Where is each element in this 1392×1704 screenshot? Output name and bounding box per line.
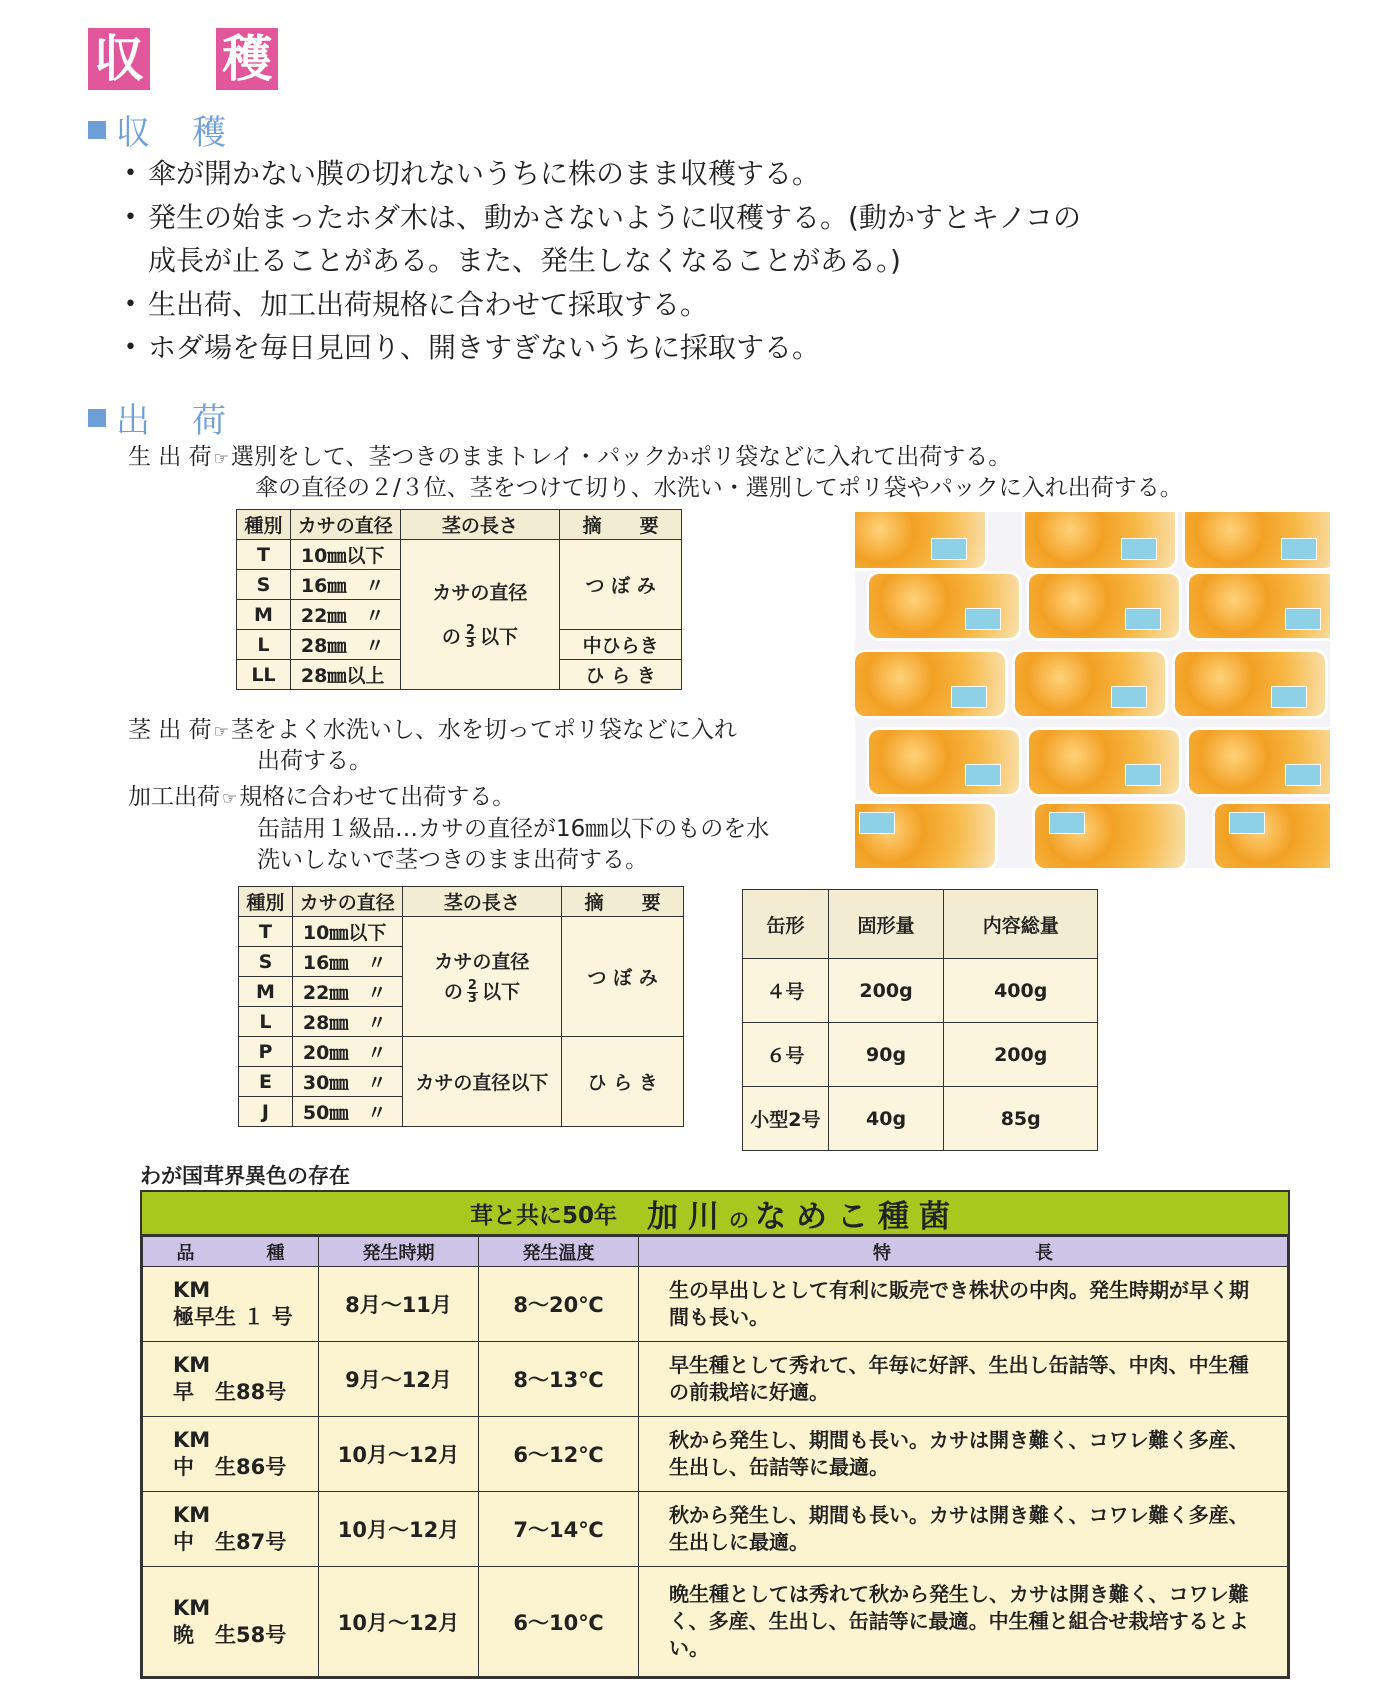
tray-label bbox=[1111, 686, 1147, 708]
table-row: T 10㎜以下 カサの直径 の $\frac{2}{3}$ 以下 つ ぼ み bbox=[239, 917, 684, 947]
table-row: J 50㎜ 〃 bbox=[239, 1097, 684, 1127]
mushroom-tray bbox=[1175, 652, 1325, 716]
table-row: M 22㎜ 〃 bbox=[239, 977, 684, 1007]
pointing-hand-icon: ☞ bbox=[213, 722, 229, 742]
table-row: E 30㎜ 〃 bbox=[239, 1067, 684, 1097]
tray-label bbox=[965, 764, 1001, 786]
tray-label bbox=[931, 538, 967, 560]
mushroom-tray bbox=[1215, 804, 1330, 868]
fraction: $\frac{2}{3}$ bbox=[467, 977, 477, 1006]
table-row: KM 晩 生58号 10月～12月 6～10℃ 晩生種としては秀れて秋から発生し、カサは開き難く、コワレ難く、多産、生出し、缶詰等に最適。中生種と組合せ栽培するとよい。 bbox=[143, 1567, 1288, 1677]
square-bullet-icon bbox=[88, 409, 106, 427]
table-row: M 22㎜ 〃 bbox=[237, 600, 682, 630]
table-header-row: 缶形 固形量 内容総量 bbox=[743, 890, 1098, 959]
table-row: S 16㎜ 〃 bbox=[237, 570, 682, 600]
can-size-table bbox=[742, 889, 1098, 1151]
table-row: P 20㎜ 〃 カサの直径以下 ひ ら き bbox=[239, 1037, 684, 1067]
processed-shipping-line-2: 缶詰用１級品…カサの直径が16㎜以下のものを水 bbox=[257, 816, 770, 842]
mushroom-tray bbox=[855, 804, 995, 868]
tray-label bbox=[1281, 538, 1317, 560]
mushroom-tray bbox=[869, 574, 1019, 638]
tray-label bbox=[1271, 686, 1307, 708]
table-header-row: 種別 カサの直径 茎の長さ 摘 要 bbox=[239, 887, 684, 917]
harvest-heading: 収 穫 bbox=[88, 105, 268, 154]
tray-label bbox=[1285, 608, 1321, 630]
tray-label bbox=[1285, 764, 1321, 786]
mushroom-tray bbox=[1185, 512, 1330, 568]
tray-label bbox=[1229, 812, 1265, 834]
table-row: LL 28㎜以上 ひ ら き bbox=[237, 660, 682, 690]
tray-label bbox=[1125, 608, 1161, 630]
fraction: $\frac{2}{3}$ bbox=[465, 622, 475, 651]
mushroom-tray bbox=[1015, 652, 1165, 716]
mushroom-tray bbox=[1029, 730, 1179, 794]
mushroom-tray bbox=[855, 512, 985, 568]
stem-shipping-line-2: 出荷する。 bbox=[257, 748, 372, 774]
mushroom-tray bbox=[1035, 804, 1185, 868]
shipping-heading: 出 荷 bbox=[88, 393, 268, 442]
mushroom-tray bbox=[1189, 574, 1330, 638]
tray-label bbox=[1049, 812, 1085, 834]
title-char-1: 収 bbox=[88, 28, 150, 90]
note-cell: ひ ら き bbox=[560, 660, 682, 690]
tray-label bbox=[1121, 538, 1157, 560]
bullet-item: • 発生の始まったホダ木は、動かさないように収穫する。(動かすとキノコの bbox=[124, 196, 1081, 240]
table-row: KM 中 生86号 10月～12月 6～12℃ 秋から発生し、期間も長い。カサは開き難く、コワレ難く多産、生出し、缶詰等に最適。 bbox=[143, 1417, 1288, 1492]
mushroom-tray bbox=[1029, 574, 1179, 638]
tray-label bbox=[1125, 764, 1161, 786]
header-type: 種別 bbox=[237, 510, 291, 540]
note-cell: つ ぼ み bbox=[560, 540, 682, 630]
table-row: ４号 200g 400g bbox=[743, 959, 1098, 1023]
mushroom-tray bbox=[1025, 512, 1175, 568]
fresh-shipping-line: 生 出 荷 ☞選別をして、茎つきのままトレイ・パックかポリ袋などに入れて出荷する。 bbox=[128, 444, 1012, 470]
bullet-continuation: 成長が止ることがある。また、発生しなくなることがある。) bbox=[148, 244, 901, 277]
variety-caption: わが国茸界異色の存在 bbox=[140, 1164, 350, 1188]
bullet-item: • 生出荷、加工出荷規格に合わせて採取する。 bbox=[124, 283, 1081, 327]
header-stem: 茎の長さ bbox=[400, 510, 560, 540]
variety-grid bbox=[142, 1236, 1288, 1677]
harvest-bullets bbox=[124, 152, 1081, 370]
table-row: S 16㎜ 〃 bbox=[239, 947, 684, 977]
table-header-row: 品 種 発生時期 発生温度 特 長 bbox=[143, 1237, 1288, 1267]
pointing-hand-icon: ☞ bbox=[222, 789, 238, 809]
table-row: KM 中 生87号 10月～12月 7～14℃ 秋から発生し、期間も長い。カサは開き難く、コワレ難く多産、生出しに最適。 bbox=[143, 1492, 1288, 1567]
tray-label bbox=[951, 686, 987, 708]
variety-table bbox=[140, 1190, 1290, 1679]
mushroom-tray bbox=[1189, 730, 1330, 794]
table-row: KM 早 生88号 9月～12月 8～13℃ 早生種として秀れて、年毎に好評、生出し缶詰等、中肉、中生種の前栽培に好適。 bbox=[143, 1342, 1288, 1417]
stem-shipping-line: 茎 出 荷 ☞茎をよく水洗いし、水を切ってポリ袋などに入れ bbox=[128, 717, 737, 743]
square-bullet-icon bbox=[88, 121, 106, 139]
processed-spec-table bbox=[238, 886, 684, 1127]
tray-label bbox=[965, 608, 1001, 630]
mushroom-tray bbox=[869, 730, 1019, 794]
processed-shipping-line-3: 洗いしないで茎つきのまま出荷する。 bbox=[257, 847, 648, 873]
fresh-shipping-line-2: 傘の直径の２/３位、茎をつけて切り、水洗い・選別してポリ袋やパックに入れ出荷する。 bbox=[255, 475, 1183, 501]
note-cell: つ ぼ み bbox=[562, 917, 684, 1037]
bullet-item: • 傘が開かない膜の切れないうちに株のまま収穫する。 bbox=[124, 152, 1081, 196]
header-note: 摘 要 bbox=[560, 510, 682, 540]
stem-length-cell: カサの直径以下 bbox=[402, 1037, 562, 1127]
table-row: ６号 90g 200g bbox=[743, 1023, 1098, 1087]
fresh-spec-table bbox=[236, 509, 682, 690]
table-header-row bbox=[237, 510, 682, 540]
stem-length-cell: カサの直径 の $\frac{2}{3}$ 以下 bbox=[400, 540, 560, 690]
table-row: T 10㎜以下 カサの直径 の $\frac{2}{3}$ 以下 つ ぼ み bbox=[237, 540, 682, 570]
note-cell: ひ ら き bbox=[562, 1037, 684, 1127]
mushroom-tray bbox=[855, 652, 1005, 716]
note-cell: 中ひらき bbox=[560, 630, 682, 660]
tray-label bbox=[859, 812, 895, 834]
stem-length-cell: カサの直径 の $\frac{2}{3}$ 以下 bbox=[402, 917, 562, 1037]
bullet-item: • ホダ場を毎日見回り、開きすぎないうちに採取する。 bbox=[124, 326, 1081, 370]
table-row: 小型2号 40g 85g bbox=[743, 1087, 1098, 1151]
nameko-packs-photo bbox=[855, 512, 1330, 868]
table-row: L 28㎜ 〃 中ひらき bbox=[237, 630, 682, 660]
header-diameter: カサの直径 bbox=[290, 510, 400, 540]
pointing-hand-icon: ☞ bbox=[213, 449, 229, 469]
variety-table-title: 茸と共に50年 加川のなめこ種菌 bbox=[142, 1192, 1288, 1236]
processed-shipping-line: 加工出荷 ☞規格に合わせて出荷する。 bbox=[128, 784, 516, 810]
table-row: L 28㎜ 〃 bbox=[239, 1007, 684, 1037]
table-row: KM 極早生 １ 号 8月～11月 8～20℃ 生の早出しとして有利に販売でき株状の中肉。発生時期が早く期間も長い。 bbox=[143, 1267, 1288, 1342]
title-char-2: 穫 bbox=[216, 28, 278, 90]
